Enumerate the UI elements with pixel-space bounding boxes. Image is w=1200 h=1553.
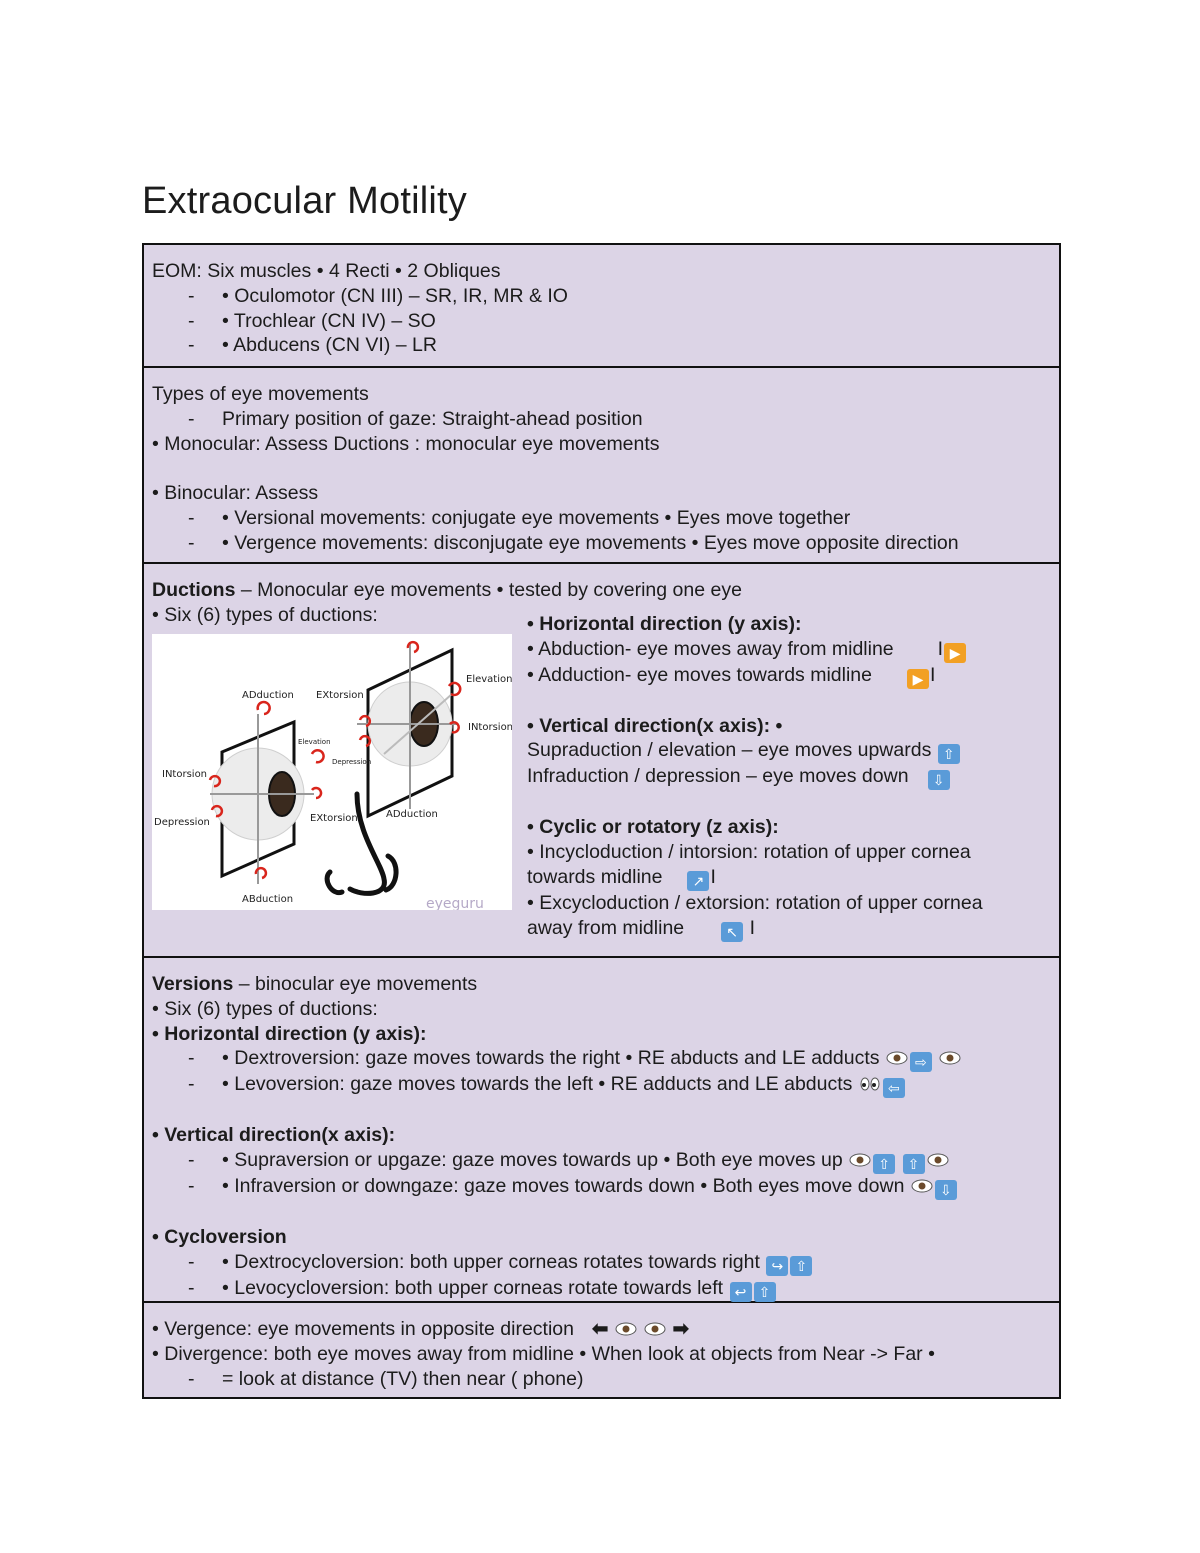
down-arrow-icon: ⇩ <box>935 1180 957 1200</box>
versions-horizontal: • Horizontal direction (y axis): <box>152 1022 427 1045</box>
label-intorsion-left: INtorsion <box>162 769 208 780</box>
label-adduction-top: ADduction <box>242 690 294 701</box>
ductions-right-column: • Horizontal direction (y axis): • Abduction- eye moves away from midline I ▶ • Adduction- eye moves towards midline ▶ I • Vertical direction(x axis): • Supraduction / elevation – eye moves upwards ⇧ Infraduction / depression – eye moves down ⇩ • Cyclic or rotatory (z axis): • Incycloduction / intorsion: rotation of upper cornea towards midline ↗ I • Excycloduction / extorsion: rotation of upper cornea away from midline ↖ I <box>527 613 983 940</box>
duct-horizontal: • Horizontal direction (y axis): <box>527 613 802 635</box>
versions-dextrocyclo: • Dextrocycloversion: both upper corneas rotates towards right <box>222 1250 760 1273</box>
right-arrow-icon: ➡ <box>672 1318 689 1340</box>
left-arrow-icon: ⇦ <box>883 1078 905 1098</box>
versions-heading: Versions <box>152 973 234 995</box>
versions-cell: Versions – binocular eye movements • Six (6) types of ductions: • Horizontal direction (y axis): - • Dextroversion: gaze moves towards the right • RE abducts and LE adducts ⇨ - • Levoversion: gaze moves towards the left • RE adducts and LE abducts ⇦ • Vertical direction(x axis): - • Supraversion or upgaze: gaze moves towards up • Both eye moves up ⇧ ⇧ - • Infraversion or downgaze: gaze moves towards down • Both eyes move down ⇩ • Cycloversion - • Dextrocycloversion: both upper corneas rotates towards right ↪ ⇧ - • Levocycloversion: both upper corneas rotate towards left ↩ ⇧ <box>144 958 1059 1303</box>
versions-dextro: • Dextroversion: gaze moves towards the right • RE abducts and LE adducts <box>222 1047 880 1070</box>
types-monocular: • Monocular: Assess Ductions : monocular eye movements <box>152 432 660 455</box>
vergence-cell: • Vergence: eye movements in opposite direction ⬅ ➡ • Divergence: both eye moves away from midline • When look at objects from Near -> Far • - = look at distance (TV) then near ( phone) <box>144 1303 1059 1397</box>
duct-incyclo-2: towards midline <box>527 865 663 888</box>
eom-cell <box>144 245 1059 368</box>
eom-intro: EOM: Six muscles • 4 Recti • 2 Obliques <box>152 260 501 282</box>
eye-icon <box>927 1153 949 1167</box>
eyeguru-watermark: eyeguru <box>426 896 484 910</box>
label-depression: Depression <box>154 817 210 828</box>
duct-cyclic: • Cyclic or rotatory (z axis): <box>527 816 779 839</box>
up-arrow-icon: ⇧ <box>790 1256 812 1276</box>
up-right-arrow-icon: ↗ <box>687 871 709 891</box>
list-item: - Primary position of gaze: Straight-ahead position <box>188 407 643 430</box>
left-arrow-icon: ⬅ <box>591 1318 609 1340</box>
duct-adduction: • Adduction- eye moves towards midline <box>527 663 872 686</box>
vergence-line1: • Vergence: eye movements in opposite direction <box>152 1318 574 1340</box>
label-adduction-bottom: ADduction <box>386 809 438 820</box>
list-item: - • Oculomotor (CN III) – SR, IR, MR & IO <box>188 284 568 307</box>
list-item: - • Vergence movements: disconjugate eye movements • Eyes move opposite direction <box>188 531 959 554</box>
duct-incyclo-1: • Incycloduction / intorsion: rotation of upper cornea <box>527 840 971 863</box>
up-arrow-icon: ⇧ <box>873 1154 895 1174</box>
notes-table <box>142 243 1061 1399</box>
duct-infraduction: Infraduction / depression – eye moves down <box>527 765 909 788</box>
duct-supraduction: Supraduction / elevation – eye moves upwards <box>527 739 932 762</box>
up-arrow-icon: ⇧ <box>903 1154 925 1174</box>
versions-supra: • Supraversion or upgaze: gaze moves towards up • Both eye moves up <box>222 1148 843 1171</box>
versions-levocyclo: • Levocycloversion: both upper corneas rotate towards left <box>222 1276 724 1299</box>
versions-cyclo: • Cycloversion <box>152 1225 287 1248</box>
ductions-six: • Six (6) types of ductions: <box>152 603 378 626</box>
eye-diagram-svg <box>152 634 512 910</box>
eye-icon <box>615 1322 637 1336</box>
eye-icon <box>849 1153 871 1167</box>
label-extorsion-top: EXtorsion <box>316 690 364 701</box>
eyes-icon <box>859 1077 881 1091</box>
up-arrow-icon: ⇧ <box>754 1282 776 1302</box>
label-elevation-small: Elevation <box>298 738 331 746</box>
label-depression-small: Depression <box>332 758 372 766</box>
label-intorsion-right: INtorsion <box>468 722 512 733</box>
duct-vertical: • Vertical direction(x axis): • <box>527 714 783 737</box>
duct-excyclo-2: away from midline <box>527 916 685 939</box>
eye-icon <box>939 1051 961 1065</box>
eye-movement-diagram <box>152 634 512 910</box>
versions-vertical: • Vertical direction(x axis): <box>152 1124 396 1147</box>
down-arrow-icon: ⇩ <box>928 770 950 790</box>
versions-levo: • Levoversion: gaze moves towards the left • RE adducts and LE abducts <box>222 1073 853 1096</box>
types-heading: Types of eye movements <box>152 383 369 405</box>
eye-icon <box>886 1051 908 1065</box>
label-abduction-bottom: ABduction <box>242 894 294 905</box>
page-title: Extraocular Motility <box>142 180 467 222</box>
right-arrow-icon: ⇨ <box>910 1052 932 1072</box>
label-elevation: Elevation <box>466 674 512 685</box>
types-cell <box>144 368 1059 564</box>
versions-infra: • Infraversion or downgaze: gaze moves towards down • Both eyes move down <box>222 1174 905 1197</box>
eye-icon <box>644 1322 666 1336</box>
vergence-line3: = look at distance (TV) then near ( phone) <box>222 1367 584 1390</box>
types-binocular: • Binocular: Assess <box>152 482 319 505</box>
curved-left-arrow-icon: ↩ <box>730 1282 752 1302</box>
list-item: - • Versional movements: conjugate eye movements • Eyes move together <box>188 506 851 529</box>
play-arrow-icon: ▶ <box>907 669 929 689</box>
duct-excyclo-1: • Excycloduction / extorsion: rotation of upper cornea <box>527 891 983 914</box>
vergence-line2: • Divergence: both eye moves away from midline • When look at objects from Near -> Far • <box>152 1342 935 1365</box>
list-item: - • Trochlear (CN IV) – SO <box>188 309 436 332</box>
versions-six: • Six (6) types of ductions: <box>152 997 378 1020</box>
up-arrow-icon: ⇧ <box>938 744 960 764</box>
ductions-cell: Ductions – Monocular eye movements • tested by covering one eye • Six (6) types of ductions: ADduction EXtorsion Elevation INtorsion Elevation Depression INtorsion Depression EXtorsion ADduction ABduction eyeguru • Horizontal direction (y axis): • Abduction- eye moves away from midline I ▶ • Adduction- eye moves towards midline ▶ I • Vertical direction(x axis): • Supraduction / elevation – eye moves upwards ⇧ Infraduction / depression – eye moves down ⇩ • Cyclic or rotatory (z axis): • Incycloduction / intorsion: rotation of upper cornea towards midline ↗ I • Excycloduction / extorsion: rotation of upper cornea away from midline ↖ I <box>144 564 1059 958</box>
ductions-heading: Ductions <box>152 579 236 601</box>
list-item: - • Abducens (CN VI) – LR <box>188 334 437 357</box>
up-left-arrow-icon: ↖ <box>721 922 743 942</box>
duct-abduction: • Abduction- eye moves away from midline <box>527 637 894 660</box>
play-arrow-icon: ▶ <box>944 643 966 663</box>
eye-icon <box>911 1179 933 1193</box>
label-extorsion-bottom: EXtorsion <box>310 813 358 824</box>
curved-right-arrow-icon: ↪ <box>766 1256 788 1276</box>
